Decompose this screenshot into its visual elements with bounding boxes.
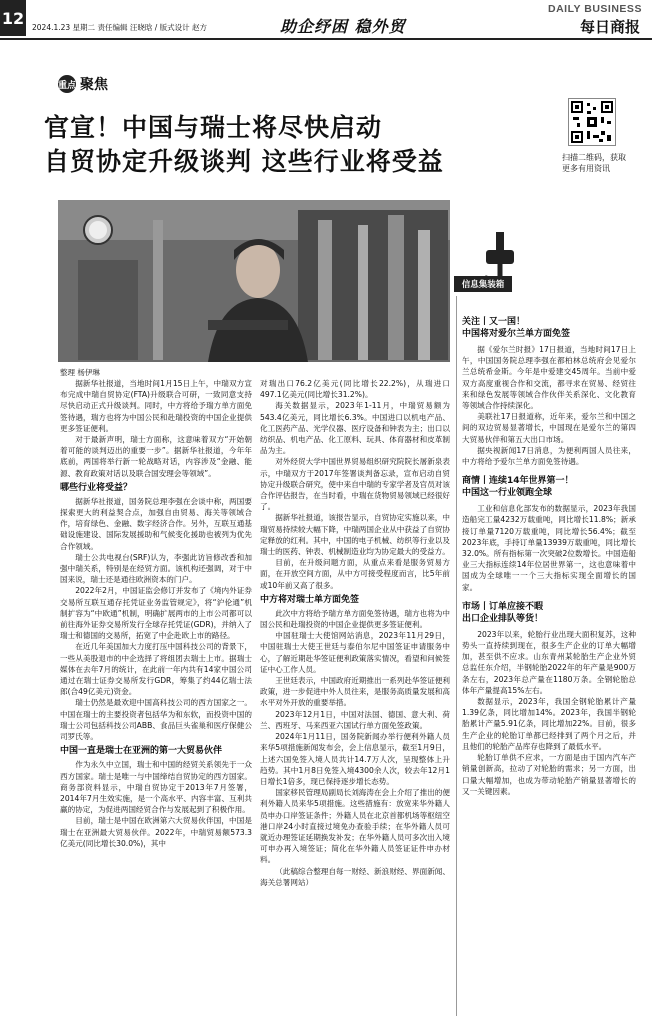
info-section-title <box>462 475 636 499</box>
paragraph: 王世廷表示，中国政府近期推出一系列赴华签证便利政策，进一步促进中外人员往来，是服务高质量发展和高水平对外开放的重要举措。 <box>260 676 450 708</box>
paragraph: 工业和信息化部发布的数据显示，2023年我国造船完工量4232万载重吨，同比增长11.8%；新承接订单量7120万载重吨，同比增长56.4%；截至2023年底，手持订单量13939万载重吨，同比增长32.0%。所有指标第一次突破2位数增长。中国造船业三大指标连续14年位居世界第一，这也意味着中国成为全球唯一一个三大指标实现全面增长的国家。 <box>462 504 636 592</box>
paper-name-chinese: 每日商报 <box>580 18 641 36</box>
info-section-title <box>462 601 636 625</box>
paragraph: 据新华社报道，当地时间1月15日上午，中瑞双方宣布完成中瑞自贸协定(FTA)升级联合可研，一致同意支持尽快启动正式升级谈判。同时，中方将给予瑞方单方面免签待遇，瑞方也将为中国公民和赴瑞投资的中国企业提供更多签证便利。 <box>60 379 252 433</box>
paragraph: 目前，瑞士是中国在欧洲第六大贸易伙伴国，中国是瑞士在亚洲最大贸易伙伴。2022年，中瑞贸易额573.3亿美元(同比增长30.0%)，其中 <box>60 816 252 848</box>
section-tag <box>58 75 108 93</box>
qr-caption: 扫描二维码，获取更多有用资讯 <box>562 153 626 173</box>
paragraph: 对外经贸大学中国世界贸易组织研究院院长屠新泉表示，中瑞双方于2017年签署谈判备忘录，宣布启动自贸协定升级联合研究，使中来自中瑞的专家学者及官员对该合作评估报告，在当时看，中瑞在货物贸易领域已经很好了。 <box>260 457 450 512</box>
article-column-2 <box>260 378 450 888</box>
paragraph: 目前，在升级问题方面，从重点来看是服务贸易方面，在开放空间方面，从中方可接受程度而言，比5年前或10年前又高了很多。 <box>260 558 450 590</box>
info-section-title-line: 关注丨又一国！ <box>462 317 526 327</box>
paragraph: 据《爱尔兰时报》17日报道，当地时间17日上午，中国国务院总理李强在都柏林总统府会见爱尔兰总统希金斯。今年是中爱建交45周年。当前中爱双方高度重视合作和交流，都寻求在贸易、经贸往来和绿色发展等领域合作伙伴关系深化、文化教育等领域合作持续深化。 <box>462 345 636 411</box>
column-divider <box>456 296 457 1016</box>
photo-caption: 整理 杨伊琳 <box>60 368 100 377</box>
paragraph: 2023年12月1日，中国对法国、德国、意大利、荷兰、西班牙、马来西亚六国试行单方面免签政策。 <box>260 709 450 730</box>
headline-line-1: 官宣！中国与瑞士将尽快启动 <box>44 113 383 142</box>
info-section-title-line: 中国将对爱尔兰单方面免签 <box>462 329 571 339</box>
section-tag-label: 聚焦 <box>80 77 108 93</box>
info-section-title-line: 商情丨连续14年世界第一！ <box>462 476 574 487</box>
date-editor-line: 2024.1.23 星期二 责任编辑 汪晓晗 / 版式设计 赵方 <box>32 23 208 32</box>
paragraph: 对瑞出口76.2亿美元(同比增长22.2%)，从瑞进口497.1亿美元(同比增长31.2%)。 <box>260 379 450 400</box>
paragraph: 国家移民管理局副局长刘海涛在会上介绍了推出的便利外籍人员来华5项措施。这些措施有：放宽来华外籍人员申办口岸签证条件；外籍人员在北京首都机场等枢纽空港口岸24小时直接过境免办查验手续；在华外籍人员可就近办理签证延期换发补发；在华外籍人员可多次出入境可申办再入境签证；简化在华外籍人员签证证件申办材料。 <box>260 788 450 865</box>
qr-code[interactable] <box>568 98 616 146</box>
headline-line-2: 自贸协定升级谈判 这些行业将受益 <box>44 147 444 176</box>
paragraph: 中国驻瑞士大使馆网站消息，2023年11月29日，中国驻瑞士大使王世廷与泰伯尔尼中国签证申请服务中心，了解近期赴华签证便利政策落实情况，看望和问候签证中心工作人员。 <box>260 631 450 674</box>
info-box-column <box>462 314 636 797</box>
paragraph: 据央视新闻17日消息，为便利两国人员往来，中方将给予爱尔兰单方面免签待遇。 <box>462 445 636 467</box>
info-section-title-line: 出口企业排队等货！ <box>462 613 544 624</box>
paragraph: 据新华社报道，该报告显示，自贸协定实施以来，中瑞贸易持续较大幅下降，中瑞两国企业从中获益了自贸协定释放的红利。其中，中国的电子机械、纺织等行业以及瑞士的医药、钟表、机械制造业均为协定最大的受益方。 <box>260 513 450 557</box>
page-number: 12 <box>0 0 26 36</box>
paper-name-english: DAILY BUSINESS <box>548 3 642 15</box>
paragraph: 对于最新声明，瑞士方面称，这意味着双方“开始朝着可能的谈判迈出的重要一步”。据新华社报道，今年年底前，两国将举行新一轮战略对话，内容涉及“金融、能源、教育政策对话以及联合国安理会等领域”。 <box>60 435 252 478</box>
paragraph: 数据显示，2023年，我国全钢轮胎累计产量1.39亿条，同比增加14%。2023年，我国半钢轮胎累计产量5.91亿条，同比增加22%。目前，很多生产企业的轮胎订单都已经排到了两个月之后，并且他们的轮胎产品库存也降到了最低水平。 <box>462 697 636 751</box>
info-section-title-line: 市场丨订单应接不暇 <box>462 601 544 612</box>
paragraph: 在近几年美国加大力度打压中国科技公司的背景下，一些从美股退市的中企选择了将组团去瑞士上市。据瑞士媒体在去年7月的统计，在此前一年内共有14家中国公司通过在瑞士证券交易所发行GDR，筹集了约44亿瑞士法郎(合49亿美元)资金。 <box>60 642 252 697</box>
paragraph: 2024年1月11日，国务院新闻办举行便利外籍人员来华5项措施新闻发布会，会上信息显示，截至1月9日，上述六国免签入境人员共计14.7万人次，呈现整体上升趋势。其中1月8日免签入境4300余人次，较去年12月1日增长1倍多，现已保持逐步增长态势。 <box>260 732 450 786</box>
paragraph: 作为永久中立国，瑞士和中国的经贸关系领先于一众西方国家。瑞士是唯一与中国缔结自贸协定的西方国家。商务部资料显示，中瑞自贸协定于2013年7月签署，2014年7月生效实施，是一个高水平、内容丰富、互利共赢的协定，为促进两国经贸合作与发展起到了积极作用。 <box>60 760 252 815</box>
paragraph: 此次中方将给予瑞方单方面免签待遇，瑞方也将为中国公民和赴瑞投资的中国企业提供更多签证便利。 <box>260 608 450 630</box>
paragraph: 瑞士仍然是最欢迎中国高科技公司的西方国家之一。中国在瑞士的主要投资者包括华为和东软，而投资中国的瑞士公司包括科技公司ABB、食品巨头雀巢和医疗保健公司罗氏等。 <box>60 698 252 742</box>
info-section-title-line: 中国这一行业领跑全球 <box>462 488 553 499</box>
header-rule <box>0 38 652 40</box>
subheading: 中国一直是瑞士在亚洲的第一大贸易伙伴 <box>60 746 223 757</box>
subheading: 哪些行业将受益？ <box>60 482 133 493</box>
paragraph: 2022年2月，中国证监会修订并发布了《境内外证券交易所互联互通存托凭证业务监管规定》，将“沪伦通”机制扩容为“中欧通”机制，明确扩展两市的上市公司都可以前往海外证券交易所发行全球存托凭证(GDR)，并纳入了瑞士和德国的交易所，拓宽了中企赴欧上市的路径。 <box>60 586 252 641</box>
paragraph: 瑞士公共电视台(SRF)认为，李强此访旨修改香和加强中瑞关系，特别是在经贸方面。该机构还强调，对于中国来说，瑞士还是通往欧洲资本的门户。 <box>60 552 252 585</box>
source-note: （此稿综合整理自每一财经、新浪财经、界面新闻、海关总署网站） <box>260 866 450 887</box>
section-tag-dot: 重点 <box>58 75 76 93</box>
paragraph: 据新华社报道，国务院总理李强在会谈中称，两国要探索更大的利益契合点，加强自由贸易、海关等领域合作，培育绿色、金融、数字经济合作。另外，互联互通基础设施建设、国际发展援助和气候变化援助也被列为优先合作领域。 <box>60 496 252 551</box>
paragraph: 美联社17日报道称，近年来，爱尔兰和中国之间的双边贸易显著增长，中国现在是爱尔兰的第四大贸易伙伴和第五大出口市场。 <box>462 412 636 444</box>
info-container-badge: 信息集装箱 <box>454 276 512 292</box>
info-section-title <box>462 316 636 340</box>
factory-worker-photo <box>58 200 450 362</box>
paragraph: 2023年以来，轮胎行业出现大面积复苏，这种势头一直持续到现在，很多生产企业的订单大幅增加，甚至供不应求。山东青州某轮胎生产企业外贸总监任东介绍，半钢轮胎2022年的年产量是900万条左右，2023年总产量在1180万条。全钢轮胎总体年产量提高15%左右。 <box>462 629 636 695</box>
paragraph: 海关数据显示，2023年1-11月，中瑞贸易额为543.4亿美元，同比增长6.3%。中国进口以机电产品、化工医药产品、光学仪器、医疗设备和钟表为主；出口以纺织品、机电产品、化工原料、玩具、体育器材和皮革制品为主。 <box>260 401 450 456</box>
slogan: 助企纾困 稳外贸 <box>280 17 406 36</box>
article-column-1 <box>60 378 252 849</box>
subheading: 中方将对瑞士单方面免签 <box>260 594 360 605</box>
paragraph: 轮胎订单供不应求，一方面是由于国内汽车产销量创新高，拉动了对轮胎的需求；另一方面，出口量大幅增加，也成为带动轮胎产销量显著增长的又一关键因素。 <box>462 753 636 796</box>
